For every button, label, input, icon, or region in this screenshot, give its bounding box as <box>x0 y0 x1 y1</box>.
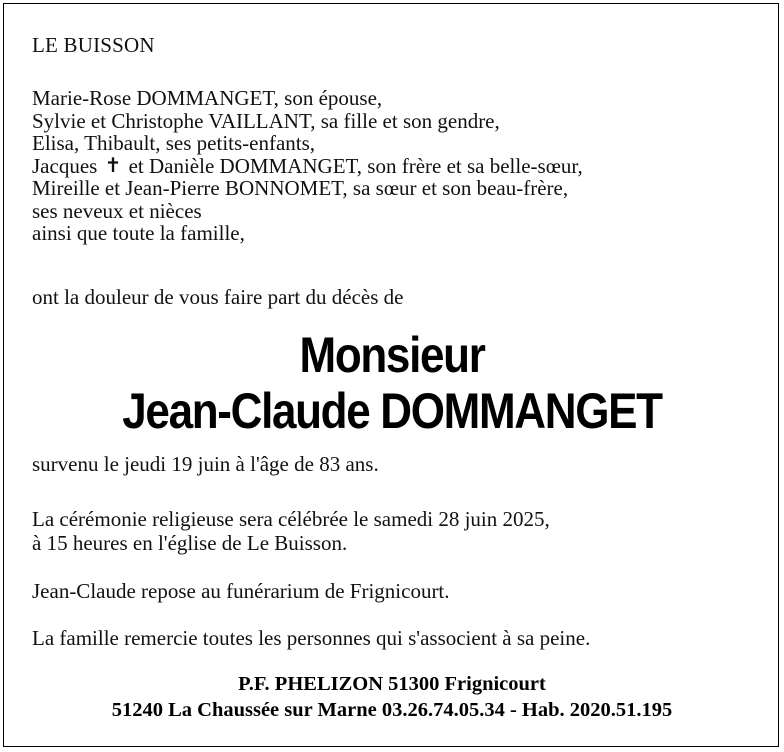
ceremony-line-2: à 15 heures en l'église de Le Buisson. <box>32 531 348 555</box>
family-line-grandchildren: Elisa, Thibault, ses petits-enfants, <box>32 131 316 155</box>
latin-cross-icon: ✝ <box>104 152 122 177</box>
village-heading: LE BUISSON <box>32 33 155 57</box>
family-line-nephews: ses neveux et nièces <box>32 198 202 223</box>
family-line-sister: Mireille et Jean-Pierre BONNOMET, sa sœur et son beau-frère, <box>32 176 569 200</box>
announcement-text: ont la douleur de vous faire part du décès de <box>32 285 404 309</box>
family-line-spouse: Marie-Rose DOMMANGET, son épouse, <box>32 86 383 110</box>
family-line-brother-name: Jacques <box>32 153 98 178</box>
funeral-home-name: P.F. PHELIZON 51300 Frignicourt <box>238 673 546 695</box>
death-date-text: survenu le jeudi 19 juin à l'âge de 83 ans. <box>32 452 379 476</box>
deceased-name: Jean-Claude DOMMANGET <box>122 383 662 439</box>
thanks-text: La famille remercie toutes les personnes qui s'associent à sa peine. <box>32 626 591 650</box>
family-line-brother-rest: et Danièle DOMMANGET, son frère et sa belle-sœur, <box>128 153 583 178</box>
family-list <box>32 87 583 245</box>
family-line-daughter: Sylvie et Christophe VAILLANT, sa fille et son gendre, <box>32 108 500 133</box>
ceremony-text <box>32 507 550 555</box>
funeral-home-rest-text: Jean-Claude repose au funérarium de Frignicourt. <box>32 579 450 603</box>
deceased-honorific: Monsieur <box>299 327 485 383</box>
family-line-all: ainsi que toute la famille, <box>32 221 245 245</box>
family-line-brother <box>32 152 583 178</box>
funeral-home-address: 51240 La Chaussée sur Marne 03.26.74.05.34 - Hab. 2020.51.195 <box>111 699 673 721</box>
ceremony-line-1: La cérémonie religieuse sera célébrée le samedi 28 juin 2025, <box>32 507 550 531</box>
